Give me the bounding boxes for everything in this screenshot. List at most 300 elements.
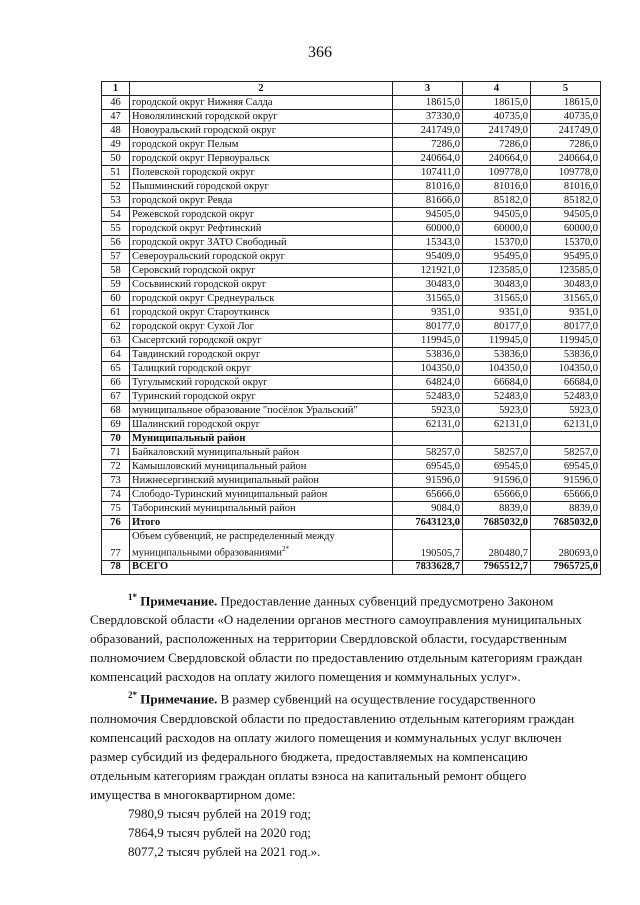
value-2019-cell [393, 278, 463, 292]
value-2020-cell [463, 502, 531, 516]
value-2019-cell-text: 80177,0 [425, 320, 460, 332]
row-number-cell-text: 75 [110, 502, 121, 514]
value-2021-cell [531, 320, 601, 334]
note-2-marker: 2* [128, 690, 137, 701]
value-2020-cell-text: 95495,0 [493, 250, 528, 262]
row-name-cell [130, 348, 393, 362]
value-2021-cell [531, 474, 601, 488]
value-2021-cell-text: 69545,0 [563, 460, 598, 472]
row-name-cell-text: Талицкий городской округ [132, 362, 251, 374]
value-2020-cell [463, 460, 531, 474]
row-number-cell [102, 334, 130, 348]
row-number-cell [102, 166, 130, 180]
value-2020-cell [463, 194, 531, 208]
row-name-cell-text: городской округ Первоуральск [132, 152, 270, 164]
value-2019-cell-text: 119945,0 [421, 334, 460, 346]
value-2019-cell [393, 334, 463, 348]
row-number-cell [102, 208, 130, 222]
row-name-cell [130, 376, 393, 390]
row-number-cell [102, 320, 130, 334]
value-2020-cell-text: 7965512,7 [483, 561, 528, 572]
value-2019-cell-text: 64824,0 [425, 376, 460, 388]
value-2021-cell [531, 250, 601, 264]
amount-line: 7864,9 тысяч рублей на 2020 год; [128, 824, 311, 840]
value-2020-cell-text: 58257,0 [493, 446, 528, 458]
value-2020-cell [463, 376, 531, 390]
value-2019-cell [393, 208, 463, 222]
value-2021-cell-text: 53836,0 [563, 348, 598, 360]
note-2-text: В размер субвенций на осуществление государственного полномочия Свердловской области по предоставлению отдельным категориям граждан компенсаций расходов на оплату жилого помещения и коммунальных услуг включен размер субсидий из федерального бюджета, предоставляемых на компенсацию отдельным категориям граждан оплаты взноса на капитальный ремонт общего имущества в многоквартирном доме: [90, 691, 575, 802]
value-2020-cell [463, 152, 531, 166]
value-2021-cell [531, 404, 601, 418]
value-2019-cell [393, 110, 463, 124]
table-row [102, 418, 601, 432]
table-body [102, 96, 601, 575]
table-row [102, 236, 601, 250]
value-2021-cell-text: 7286,0 [569, 138, 598, 150]
value-2019-cell [393, 306, 463, 320]
value-2021-cell-text: 91596,0 [563, 474, 598, 486]
value-2020-cell [463, 560, 531, 574]
row-name-cell-text: Сысертский городской округ [132, 334, 262, 346]
amount-line: 7980,9 тысяч рублей на 2019 год; [128, 805, 311, 821]
table-row [102, 110, 601, 124]
row-name-cell [130, 530, 393, 561]
value-2020-cell [463, 250, 531, 264]
row-name-cell-text: городской округ Нижняя Салда [132, 96, 273, 108]
row-name-cell [130, 362, 393, 376]
row-number-cell-text: 69 [110, 418, 121, 430]
value-2019-cell [393, 362, 463, 376]
value-2019-cell-text: 81666,0 [425, 194, 460, 206]
value-2020-cell-text: 5923,0 [499, 404, 528, 416]
value-2019-cell [393, 560, 463, 574]
value-2019-cell-text: 52483,0 [425, 390, 460, 402]
value-2020-cell [463, 236, 531, 250]
row-name-cell-text: Объем субвенций, не распределенный между муниципальными образованиями [132, 531, 335, 559]
value-2019-cell-text: 95409,0 [425, 250, 460, 262]
row-number-cell [102, 502, 130, 516]
value-2020-cell-text: 119945,0 [489, 334, 528, 346]
note-2 [90, 686, 590, 803]
table-row [102, 560, 601, 574]
row-name-cell [130, 560, 393, 574]
value-2019-cell [393, 418, 463, 432]
table-row [102, 194, 601, 208]
value-2021-cell [531, 306, 601, 320]
value-2020-cell [463, 166, 531, 180]
value-2020-cell [463, 222, 531, 236]
row-number-cell [102, 460, 130, 474]
value-2020-cell-text: 94505,0 [493, 208, 528, 220]
value-2020-cell-text: 30483,0 [493, 278, 528, 290]
value-2021-cell [531, 110, 601, 124]
value-2019-cell [393, 124, 463, 138]
value-2019-cell-text: 65666,0 [425, 488, 460, 500]
value-2019-cell-text: 104350,0 [420, 362, 460, 374]
value-2020-cell-text: 15370,0 [493, 236, 528, 248]
row-name-cell-text: Шалинский городской округ [132, 418, 261, 430]
value-2019-cell-text: 7833628,7 [415, 561, 460, 572]
table-row [102, 432, 601, 446]
row-number-cell-text: 71 [110, 446, 121, 458]
value-2020-cell [463, 446, 531, 460]
row-name-cell [130, 166, 393, 180]
row-number-cell-text: 74 [110, 488, 121, 500]
row-name-cell-text: Муниципальный район [132, 432, 246, 444]
value-2020-cell [463, 418, 531, 432]
row-name-cell [130, 208, 393, 222]
table-row [102, 306, 601, 320]
row-number-cell-text: 50 [110, 152, 121, 164]
value-2021-cell [531, 432, 601, 446]
row-number-cell-text: 72 [110, 460, 121, 472]
value-2021-cell-text: 7965725,0 [553, 561, 598, 572]
table-row [102, 390, 601, 404]
table-row [102, 250, 601, 264]
row-name-cell [130, 418, 393, 432]
row-number-cell [102, 194, 130, 208]
row-number-cell-text: 61 [110, 306, 121, 318]
value-2019-cell-text: 58257,0 [425, 446, 460, 458]
value-2020-cell [463, 124, 531, 138]
row-name-cell-text: ВСЕГО [132, 561, 169, 572]
value-2021-cell-text: 52483,0 [563, 390, 598, 402]
row-number-cell-text: 54 [110, 208, 121, 220]
row-number-cell-text: 57 [110, 250, 121, 262]
table-row [102, 530, 601, 561]
row-number-cell [102, 138, 130, 152]
column-header: 1 [102, 82, 130, 96]
value-2020-cell [463, 404, 531, 418]
value-2019-cell [393, 516, 463, 530]
row-name-cell [130, 404, 393, 418]
value-2019-cell [393, 236, 463, 250]
value-2020-cell [463, 138, 531, 152]
row-number-cell [102, 432, 130, 446]
footnote-marker: 2* [281, 545, 289, 553]
row-name-cell-text: Новолялинский городской округ [132, 110, 278, 122]
value-2020-cell [463, 320, 531, 334]
value-2021-cell [531, 376, 601, 390]
value-2019-cell-text: 7286,0 [431, 138, 460, 150]
row-number-cell-text: 60 [110, 292, 121, 304]
row-name-cell [130, 390, 393, 404]
row-name-cell-text: Серовский городской округ [132, 264, 256, 276]
value-2021-cell [531, 334, 601, 348]
row-number-cell [102, 404, 130, 418]
table-row [102, 166, 601, 180]
value-2020-cell-text: 66684,0 [493, 376, 528, 388]
row-number-cell-text: 73 [110, 474, 121, 486]
value-2019-cell [393, 138, 463, 152]
value-2021-cell-text: 31565,0 [563, 292, 598, 304]
note-1-marker: 1* [128, 592, 137, 602]
row-name-cell-text: Тавдинский городской округ [132, 348, 261, 360]
value-2021-cell [531, 502, 601, 516]
value-2019-cell [393, 152, 463, 166]
row-name-cell [130, 502, 393, 516]
value-2019-cell [393, 446, 463, 460]
row-name-cell [130, 96, 393, 110]
amount-line: 8077,2 тысяч рублей на 2021 год.». [128, 843, 321, 859]
table-row [102, 320, 601, 334]
row-number-cell [102, 124, 130, 138]
row-name-cell-text: Таборинский муниципальный район [132, 502, 296, 514]
value-2019-cell-text: 241749,0 [420, 124, 460, 136]
value-2020-cell-text: 91596,0 [493, 474, 528, 486]
row-number-cell [102, 152, 130, 166]
row-number-cell [102, 292, 130, 306]
value-2021-cell-text: 65666,0 [563, 488, 598, 500]
value-2020-cell-text: 53836,0 [493, 348, 528, 360]
row-number-cell-text: 58 [110, 264, 121, 276]
row-number-cell-text: 56 [110, 236, 121, 248]
row-name-cell [130, 446, 393, 460]
row-number-cell [102, 488, 130, 502]
row-number-cell-text: 52 [110, 180, 121, 192]
row-name-cell-text: Новоуральский городской округ [132, 124, 277, 136]
value-2020-cell [463, 390, 531, 404]
value-2021-cell-text: 104350,0 [558, 362, 598, 374]
value-2020-cell-text: 65666,0 [493, 488, 528, 500]
row-number-cell-text: 53 [110, 194, 121, 206]
value-2021-cell [531, 222, 601, 236]
value-2021-cell-text: 95495,0 [563, 250, 598, 262]
row-name-cell-text: городской округ Староуткинск [132, 306, 270, 318]
value-2021-cell [531, 292, 601, 306]
value-2019-cell [393, 530, 463, 561]
table-row [102, 376, 601, 390]
page-number: 366 [308, 44, 332, 61]
value-2020-cell [463, 348, 531, 362]
value-2020-cell-text: 40735,0 [493, 110, 528, 122]
value-2019-cell-text: 240664,0 [420, 152, 460, 164]
row-number-cell [102, 418, 130, 432]
value-2020-cell-text: 123585,0 [488, 264, 528, 276]
table-row [102, 446, 601, 460]
row-number-cell-text: 70 [110, 432, 121, 444]
value-2021-cell [531, 530, 601, 561]
row-name-cell-text: Слободо-Туринский муниципальный район [132, 488, 328, 500]
value-2021-cell [531, 96, 601, 110]
value-2021-cell-text: 81016,0 [563, 180, 598, 192]
row-number-cell-text: 65 [110, 362, 121, 374]
value-2020-cell [463, 516, 531, 530]
note-1-text: Предоставление данных субвенций предусмотрено Законом Свердловской области «О наделении органов местного самоуправления муниципальных образований, расположенных на территории Свердловской области, государственным полномочием Свердловской области по предоставлению отдельным категориям граждан компенсаций расходов на оплату жилого помещения и коммунальных услуг». [90, 593, 583, 685]
row-name-cell [130, 138, 393, 152]
row-name-cell [130, 152, 393, 166]
row-name-cell [130, 292, 393, 306]
subventions-table [101, 81, 601, 575]
value-2021-cell [531, 348, 601, 362]
row-number-cell-text: 67 [110, 390, 121, 402]
row-number-cell-text: 64 [110, 348, 121, 360]
value-2021-cell-text: 66684,0 [563, 376, 598, 388]
row-name-cell [130, 264, 393, 278]
value-2021-cell-text: 8839,0 [569, 502, 598, 514]
value-2020-cell-text: 241749,0 [488, 124, 528, 136]
row-number-cell [102, 446, 130, 460]
value-2019-cell [393, 222, 463, 236]
row-name-cell-text: Нижнесергинский муниципальный район [132, 474, 319, 486]
row-name-cell [130, 432, 393, 446]
value-2019-cell-text: 81016,0 [425, 180, 460, 192]
column-header: 5 [531, 82, 601, 96]
row-name-cell [130, 474, 393, 488]
value-2020-cell [463, 306, 531, 320]
value-2020-cell-text: 69545,0 [493, 460, 528, 472]
value-2019-cell-text: 121921,0 [420, 264, 460, 276]
row-number-cell [102, 236, 130, 250]
value-2021-cell-text: 240664,0 [558, 152, 598, 164]
notes-section [90, 588, 590, 861]
row-name-cell [130, 320, 393, 334]
value-2021-cell-text: 5923,0 [569, 404, 598, 416]
value-2020-cell-text: 62131,0 [493, 418, 528, 430]
value-2020-cell [463, 278, 531, 292]
value-2019-cell-text: 7643123,0 [415, 516, 460, 528]
table-row [102, 488, 601, 502]
value-2021-cell-text: 123585,0 [558, 264, 598, 276]
value-2019-cell [393, 166, 463, 180]
row-number-cell [102, 96, 130, 110]
value-2019-cell [393, 460, 463, 474]
row-number-cell [102, 516, 130, 530]
value-2021-cell-text: 15370,0 [563, 236, 598, 248]
value-2021-cell [531, 166, 601, 180]
value-2020-cell-text: 8839,0 [499, 502, 528, 514]
value-2019-cell-text: 18615,0 [425, 96, 460, 108]
value-2020-cell-text: 9351,0 [499, 306, 528, 318]
value-2021-cell [531, 278, 601, 292]
value-2019-cell [393, 432, 463, 446]
value-2021-cell-text: 109778,0 [558, 166, 598, 178]
row-name-cell-text: городской округ Среднеуральск [132, 292, 275, 304]
value-2019-cell [393, 194, 463, 208]
value-2021-cell-text: 30483,0 [563, 278, 598, 290]
value-2021-cell [531, 446, 601, 460]
row-name-cell [130, 110, 393, 124]
value-2019-cell-text: 60000,0 [425, 222, 460, 234]
table-row [102, 208, 601, 222]
row-name-cell-text: Полевской городской округ [132, 166, 255, 178]
value-2020-cell-text: 52483,0 [493, 390, 528, 402]
value-2020-cell-text: 7685032,0 [483, 516, 528, 528]
value-2020-cell-text: 80177,0 [493, 320, 528, 332]
row-number-cell-text: 46 [110, 96, 121, 108]
row-name-cell-text: Пышминский городской округ [132, 180, 269, 192]
value-2021-cell [531, 152, 601, 166]
value-2020-cell [463, 432, 531, 446]
row-name-cell [130, 180, 393, 194]
value-2020-cell-text: 7286,0 [499, 138, 528, 150]
column-header: 2 [130, 82, 393, 96]
row-number-cell-text: 76 [110, 516, 121, 528]
row-number-cell [102, 278, 130, 292]
value-2021-cell [531, 362, 601, 376]
value-2020-cell [463, 488, 531, 502]
value-2019-cell [393, 404, 463, 418]
row-name-cell [130, 236, 393, 250]
value-2021-cell [531, 488, 601, 502]
value-2021-cell-text: 58257,0 [563, 446, 598, 458]
row-number-cell [102, 560, 130, 574]
row-name-cell [130, 250, 393, 264]
row-number-cell-text: 59 [110, 278, 121, 290]
value-2019-cell [393, 488, 463, 502]
row-number-cell [102, 222, 130, 236]
row-number-cell-text: 48 [110, 124, 121, 136]
row-name-cell [130, 306, 393, 320]
value-2019-cell [393, 376, 463, 390]
value-2021-cell-text: 18615,0 [563, 96, 598, 108]
row-name-cell-text: городской округ ЗАТО Свободный [132, 236, 287, 248]
value-2020-cell [463, 530, 531, 561]
value-2019-cell-text: 53836,0 [425, 348, 460, 360]
value-2020-cell [463, 292, 531, 306]
value-2021-cell-text: 60000,0 [563, 222, 598, 234]
row-name-cell-text: Сосьвинский городской округ [132, 278, 267, 290]
value-2019-cell-text: 37330,0 [425, 110, 460, 122]
value-2019-cell [393, 96, 463, 110]
value-2020-cell [463, 208, 531, 222]
table-row [102, 278, 601, 292]
value-2020-cell [463, 474, 531, 488]
row-name-cell-text: городской округ Сухой Лог [132, 320, 254, 332]
value-2020-cell-text: 280480,7 [488, 547, 528, 559]
note-1 [90, 588, 590, 686]
value-2021-cell-text: 40735,0 [563, 110, 598, 122]
value-2019-cell-text: 94505,0 [425, 208, 460, 220]
row-name-cell-text: Байкаловский муниципальный район [132, 446, 300, 458]
row-number-cell [102, 376, 130, 390]
value-2021-cell [531, 180, 601, 194]
row-number-cell [102, 264, 130, 278]
row-number-cell-text: 77 [110, 547, 121, 559]
value-2019-cell [393, 474, 463, 488]
value-2021-cell-text: 280693,0 [558, 547, 598, 559]
value-2021-cell [531, 236, 601, 250]
table-row [102, 460, 601, 474]
value-2019-cell-text: 62131,0 [425, 418, 460, 430]
table-header-row [102, 82, 601, 96]
value-2021-cell-text: 9351,0 [569, 306, 598, 318]
value-2020-cell-text: 31565,0 [493, 292, 528, 304]
row-name-cell [130, 334, 393, 348]
value-2021-cell-text: 62131,0 [563, 418, 598, 430]
value-2020-cell-text: 18615,0 [493, 96, 528, 108]
row-number-cell [102, 474, 130, 488]
value-2019-cell-text: 15343,0 [425, 236, 460, 248]
value-2021-cell [531, 418, 601, 432]
row-name-cell-text: городской округ Рефтинский [132, 222, 262, 234]
row-number-cell-text: 63 [110, 334, 121, 346]
value-2019-cell-text: 31565,0 [425, 292, 460, 304]
table-row [102, 138, 601, 152]
value-2020-cell [463, 334, 531, 348]
value-2020-cell-text: 60000,0 [493, 222, 528, 234]
column-header: 3 [393, 82, 463, 96]
value-2020-cell-text: 104350,0 [488, 362, 528, 374]
row-name-cell-text: Туринский городской округ [132, 390, 256, 402]
row-name-cell-text: Итого [132, 516, 161, 528]
table-row [102, 96, 601, 110]
table-row [102, 474, 601, 488]
row-name-cell [130, 460, 393, 474]
value-2021-cell [531, 124, 601, 138]
table-row [102, 124, 601, 138]
